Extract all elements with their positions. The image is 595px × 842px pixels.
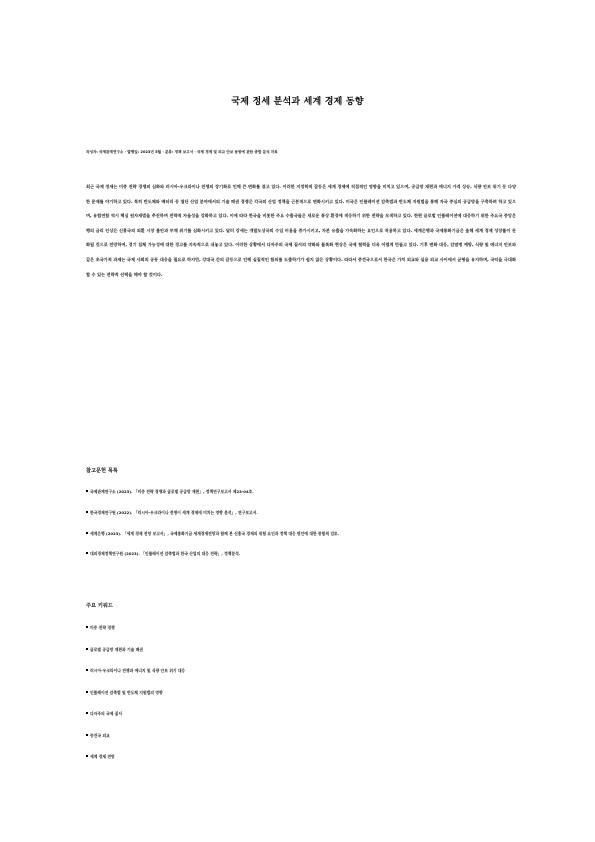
list-item: 한국경제연구원 (2022). 「러시아-우크라이나 전쟁이 세계 경제에 미치는 영향 분석」, 연구보고서.	[86, 509, 516, 517]
list-item: 중견국 외교	[86, 732, 516, 740]
list-item: 세계은행 (2023). 「세계 경제 전망 보고서」, 국제통화기금 세계경제전망과 함께 본 신흥국 경제의 위험 요인과 정책 대응 방안에 대한 종합적 검토.	[86, 530, 516, 538]
list-item: 글로벌 공급망 재편과 기술 패권	[86, 646, 516, 654]
section-heading-references: 참고문헌 목록	[86, 468, 118, 474]
keyword-list	[86, 624, 516, 775]
list-item: 러시아-우크라이나 전쟁과 에너지 및 식량 안보 위기 대응	[86, 667, 516, 675]
list-item: 세계 경제 전망	[86, 753, 516, 761]
section-heading-keywords: 주요 키워드	[86, 603, 113, 609]
list-item: 인플레이션 감축법 및 반도체 지원법의 영향	[86, 689, 516, 697]
list-item: 다자주의 국제 질서	[86, 710, 516, 718]
reference-list	[86, 488, 516, 571]
list-item: 미중 전략 경쟁	[86, 624, 516, 632]
document-meta: 작성자: 국제관계연구소 · 발행일: 2023년 5월 · 분류: 정책 보고서 · 국제 경제 및 외교 안보 동향에 관한 종합 분석 자료	[86, 150, 278, 154]
list-item: 대외경제정책연구원 (2023). 「인플레이션 감축법과 한국 산업의 대응 전략」, 정책분석.	[86, 550, 516, 558]
list-item: 국제관계연구소 (2023). 「미중 전략 경쟁과 글로벌 공급망 재편」, 정책연구보고서 제23-04호.	[86, 488, 516, 496]
body-paragraph: 최근 국제 정세는 미중 전략 경쟁의 심화와 러시아-우크라이나 전쟁의 장기화로 인해 큰 변화를 겪고 있다. 이러한 지정학적 갈등은 세계 경제에 직접적인 영향을 미치고 있으며, 공급망 재편과 에너지 가격 상승, 식량 안보 위기 등 다양한 문제를 야기하고 있다. 특히 반도체와 배터리 등 첨단 산업 분야에서의 기술 패권 경쟁은 각국의 산업 정책을 근본적으로 변화시키고 있다. 미국은 인플레이션 감축법과 반도체 지원법을 통해 자국 중심의 공급망을 구축하려 하고 있으며, 유럽연합 역시 핵심 원자재법을 추진하며 전략적 자율성을 강화하고 있다. 이에 따라 한국을 비롯한 주요 수출국들은 새로운 통상 환경에 적응하기 위한 전략을 모색하고 있다. 한편 글로벌 인플레이션에 대응하기 위한 주요국 중앙은행의 금리 인상은 신흥국의 외환 시장 불안과 부채 위기를 심화시키고 있다. 달러 강세는 개발도상국의 수입 비용을 증가시키고, 자본 유출을 가속화하는 요인으로 작용하고 있다. 세계은행과 국제통화기금은 올해 세계 경제 성장률이 둔화될 것으로 전망하며, 경기 침체 가능성에 대한 경고를 지속적으로 내놓고 있다. 이러한 상황에서 다자주의 국제 질서의 약화와 블록화 현상은 국제 협력을 더욱 어렵게 만들고 있다. 기후 변화 대응, 감염병 예방, 식량 및 에너지 안보와 같은 초국가적 과제는 국제 사회의 공동 대응을 필요로 하지만, 강대국 간의 갈등으로 인해 실질적인 합의를 도출하기가 쉽지 않은 상황이다. 따라서 중견국으로서 한국은 가치 외교와 실용 외교 사이에서 균형을 유지하며, 국익을 극대화할 수 있는 전략적 선택을 해야 할 것이다.	[86, 184, 516, 277]
document-title: 국제 정세 분석과 세계 경제 동향	[231, 97, 364, 107]
